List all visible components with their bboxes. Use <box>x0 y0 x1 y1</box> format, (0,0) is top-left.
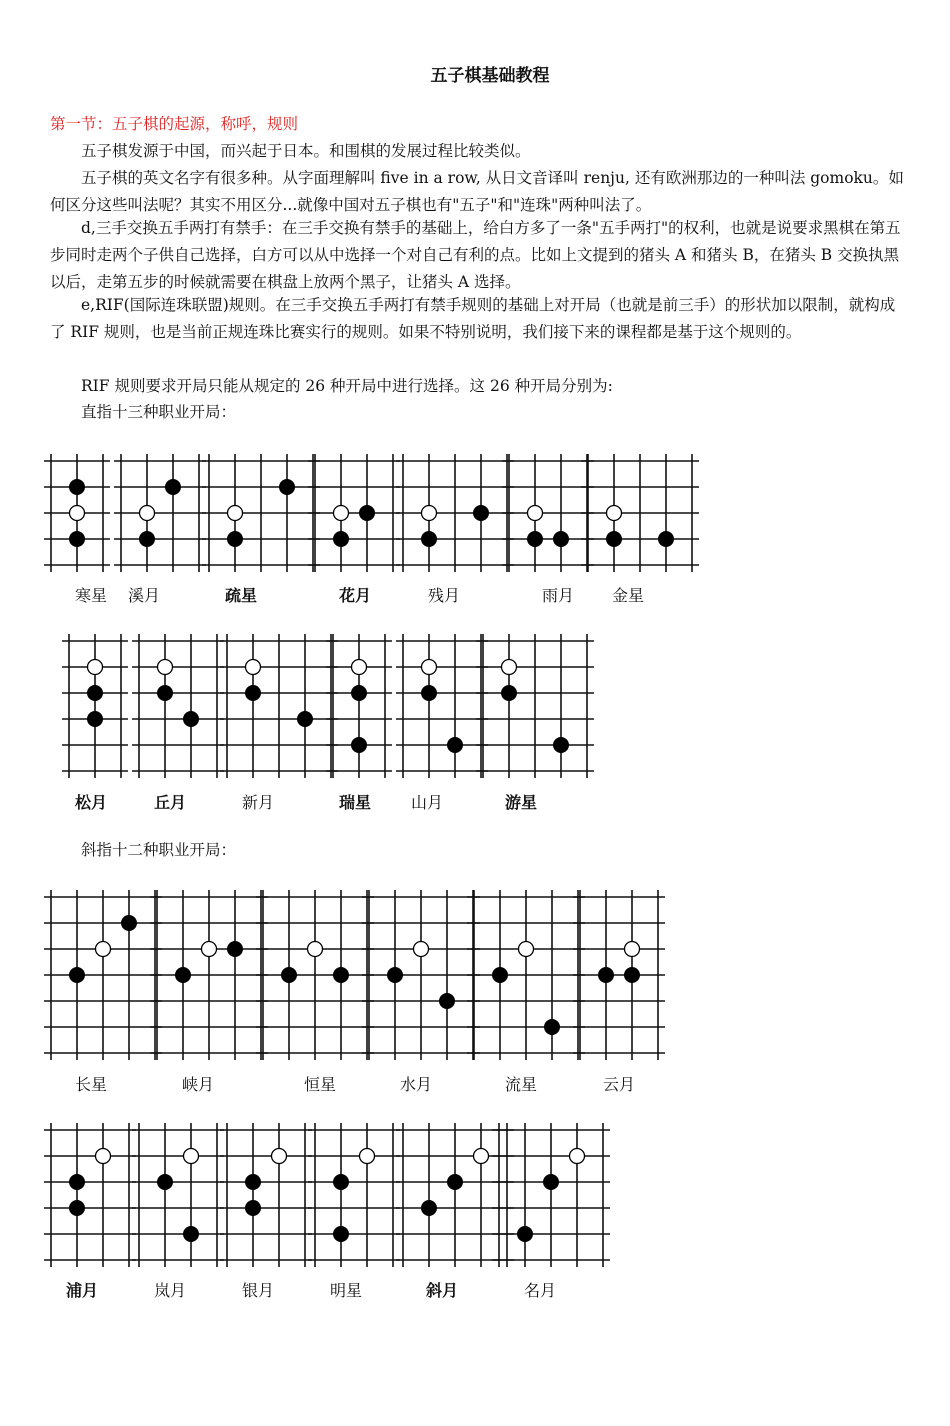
black-stone <box>422 686 437 701</box>
opening-board <box>502 454 594 572</box>
black-stone <box>70 532 85 547</box>
opening-name: 雨月 <box>541 586 575 605</box>
black-stone <box>625 968 640 983</box>
opening-board <box>62 634 128 778</box>
black-stone <box>158 1175 173 1190</box>
opening-board <box>132 634 224 778</box>
diagonal-openings-heading: 斜指十二种职业开局： <box>50 841 237 859</box>
opening-board <box>150 890 268 1060</box>
white-stone <box>422 506 437 521</box>
white-stone <box>625 942 640 957</box>
white-stone <box>202 942 217 957</box>
opening-board <box>220 1123 312 1267</box>
black-stone <box>474 506 489 521</box>
black-stone <box>166 480 181 495</box>
black-stone <box>70 968 85 983</box>
black-stone <box>544 1175 559 1190</box>
white-stone <box>502 660 517 675</box>
black-stone <box>352 686 367 701</box>
white-stone <box>88 660 103 675</box>
black-stone <box>176 968 191 983</box>
opening-name: 流星 <box>504 1075 538 1094</box>
opening-name: 残月 <box>427 586 461 605</box>
opening-name: 斜月 <box>425 1281 459 1300</box>
white-stone <box>228 506 243 521</box>
opening-board <box>573 890 665 1060</box>
opening-name: 浦月 <box>65 1281 99 1300</box>
black-stone <box>334 532 349 547</box>
black-stone <box>448 738 463 753</box>
white-stone <box>246 660 261 675</box>
black-stone <box>88 712 103 727</box>
black-stone <box>334 1175 349 1190</box>
opening-name: 山月 <box>410 793 444 812</box>
white-stone <box>334 506 349 521</box>
opening-board <box>44 454 110 572</box>
black-stone <box>502 686 517 701</box>
black-stone <box>599 968 614 983</box>
black-stone <box>70 1201 85 1216</box>
white-stone <box>528 506 543 521</box>
opening-name: 寒星 <box>74 586 108 605</box>
opening-name: 松月 <box>74 793 108 812</box>
white-stone <box>140 506 155 521</box>
opening-name: 金星 <box>611 586 645 605</box>
opening-name: 银月 <box>241 1281 275 1300</box>
white-stone <box>474 1149 489 1164</box>
white-stone <box>607 506 622 521</box>
black-stone <box>228 942 243 957</box>
paragraph-names: 五子棋的英文名字有很多种。从字面理解叫 five in a row, 从日文音译叫 renju, 还有欧洲那边的一种叫法 gomoku。如何区分这些叫法呢？其实不用区分...就像中国对五子棋也有"五子"和"连珠"两种叫法了。 <box>50 169 904 214</box>
white-stone <box>414 942 429 957</box>
black-stone <box>388 968 403 983</box>
opening-name: 岚月 <box>153 1281 187 1300</box>
black-stone <box>440 994 455 1009</box>
opening-board <box>326 634 392 778</box>
black-stone <box>448 1175 463 1190</box>
opening-board <box>467 890 585 1060</box>
opening-name: 云月 <box>602 1075 636 1094</box>
black-stone <box>282 968 297 983</box>
opening-name: 名月 <box>523 1281 557 1300</box>
opening-board <box>396 454 514 572</box>
black-stone <box>352 738 367 753</box>
black-stone <box>228 532 243 547</box>
black-stone <box>88 686 103 701</box>
white-stone <box>96 942 111 957</box>
white-stone <box>272 1149 287 1164</box>
black-stone <box>554 532 569 547</box>
white-stone <box>70 506 85 521</box>
opening-name: 溪月 <box>127 586 161 605</box>
black-stone <box>184 712 199 727</box>
black-stone <box>518 1227 533 1242</box>
opening-name: 花月 <box>338 586 372 605</box>
white-stone <box>360 1149 375 1164</box>
opening-board <box>220 634 338 778</box>
document-title: 五子棋基础教程 <box>430 66 550 86</box>
black-stone <box>528 532 543 547</box>
opening-board <box>396 1123 514 1267</box>
opening-board <box>396 634 488 778</box>
opening-name: 峡月 <box>181 1075 215 1094</box>
paragraph-rule-d: d,三手交换五手两打有禁手：在三手交换有禁手的基础上，给白方多了一条"五手两打"的权利，也就是说要求黑棋在第五步同时走两个子供自己选择，白方可以从中选择一个对自己有利的点。比如上文提到的猪头 A 和猪头 B，在猪头 B 交换执黑以后，走第五步的时候就需要在棋盘上放两个黑子，让猪头 A 选择。 <box>50 219 901 291</box>
paragraph-rule-e: e,RIF(国际连珠联盟)规则。在三手交换五手两打有禁手规则的基础上对开局（也就是前三手）的形状加以限制，就构成了 RIF 规则，也是当前正规连珠比赛实行的规则。如果不特别说明，我们接下来的课程都是基于这个规则的。 <box>50 296 896 341</box>
opening-name: 明星 <box>329 1281 363 1300</box>
black-stone <box>246 1175 261 1190</box>
black-stone <box>246 686 261 701</box>
opening-board <box>44 890 162 1060</box>
white-stone <box>570 1149 585 1164</box>
black-stone <box>158 686 173 701</box>
section-heading: 第一节：五子棋的起源，称呼，规则 <box>50 115 299 133</box>
white-stone <box>96 1149 111 1164</box>
white-stone <box>352 660 367 675</box>
black-stone <box>422 1201 437 1216</box>
opening-board <box>581 454 699 572</box>
black-stone <box>360 506 375 521</box>
opening-name: 水月 <box>399 1075 433 1094</box>
black-stone <box>334 968 349 983</box>
opening-board <box>132 1123 224 1267</box>
paragraph-rif: RIF 规则要求开局只能从规定的 26 种开局中进行选择。这 26 种开局分别为: <box>50 377 613 395</box>
opening-name: 恒星 <box>303 1075 337 1094</box>
black-stone <box>184 1227 199 1242</box>
white-stone <box>519 942 534 957</box>
black-stone <box>246 1201 261 1216</box>
black-stone <box>554 738 569 753</box>
opening-name: 游星 <box>504 793 538 812</box>
opening-board <box>202 454 320 572</box>
opening-name: 新月 <box>241 793 275 812</box>
black-stone <box>659 532 674 547</box>
opening-name: 长星 <box>74 1075 108 1094</box>
white-stone <box>158 660 173 675</box>
black-stone <box>122 916 137 931</box>
opening-board <box>476 634 594 778</box>
black-stone <box>70 1175 85 1190</box>
black-stone <box>422 532 437 547</box>
opening-name: 丘月 <box>153 793 187 812</box>
white-stone <box>308 942 323 957</box>
black-stone <box>493 968 508 983</box>
black-stone <box>334 1227 349 1242</box>
black-stone <box>545 1020 560 1035</box>
opening-board <box>44 1123 136 1267</box>
black-stone <box>298 712 313 727</box>
opening-board <box>362 890 480 1060</box>
opening-board <box>492 1123 610 1267</box>
opening-board <box>308 454 400 572</box>
black-stone <box>70 480 85 495</box>
opening-board <box>114 454 206 572</box>
black-stone <box>280 480 295 495</box>
white-stone <box>422 660 437 675</box>
opening-board <box>308 1123 400 1267</box>
opening-name: 疏星 <box>224 586 258 605</box>
white-stone <box>184 1149 199 1164</box>
opening-name: 瑞星 <box>338 793 372 812</box>
opening-board <box>256 890 374 1060</box>
paragraph-origin: 五子棋发源于中国，而兴起于日本。和围棋的发展过程比较类似。 <box>50 142 531 160</box>
direct-openings-heading: 直指十三种职业开局： <box>50 403 237 421</box>
black-stone <box>607 532 622 547</box>
black-stone <box>140 532 155 547</box>
